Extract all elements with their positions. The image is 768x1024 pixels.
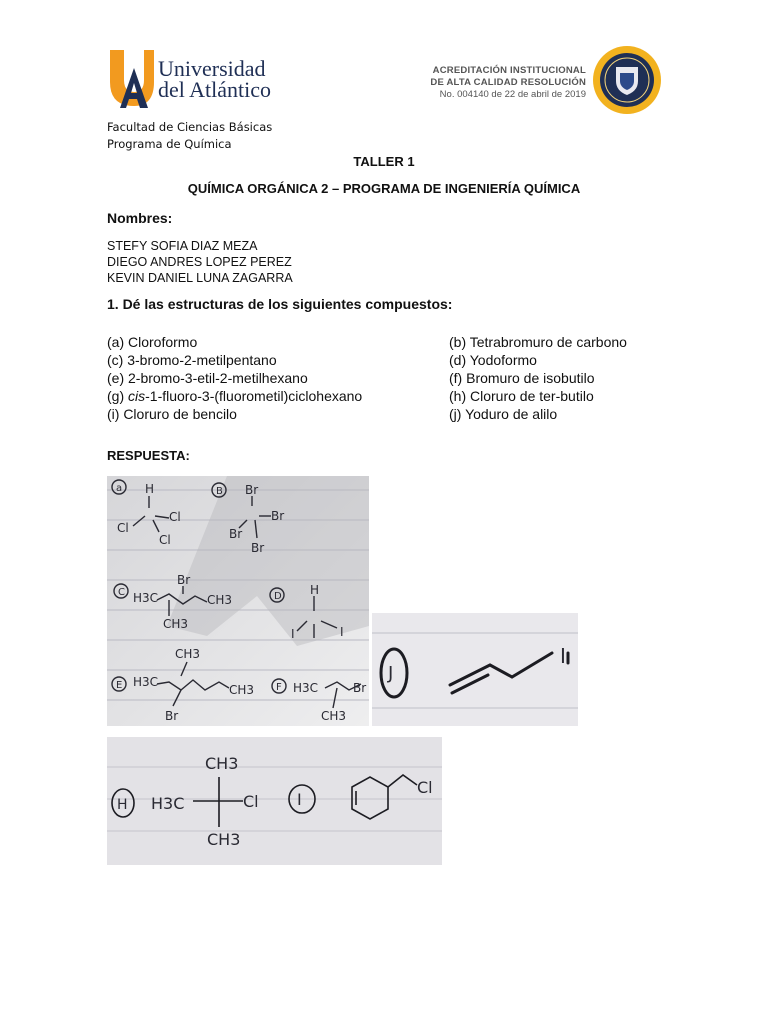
faculty-program [107, 119, 272, 153]
hw-ch3: CH3 [229, 683, 255, 697]
label-f: F [276, 682, 282, 693]
faculty-name: Facultad de Ciencias Básicas [107, 120, 273, 134]
hw-br: Br [165, 709, 179, 723]
options-right-column [449, 333, 627, 423]
hw-br: Br [353, 681, 367, 695]
hw-cl: Cl [169, 510, 181, 524]
name-item: DIEGO ANDRES LOPEZ PEREZ [107, 255, 292, 269]
option-item: (b) Tetrabromuro de carbono [449, 334, 627, 350]
option-item: (c) 3-bromo-2-metilpentano [107, 352, 277, 368]
hw-br: Br [245, 483, 259, 497]
hw-ch3: CH3 [175, 647, 201, 661]
names-list [107, 238, 293, 286]
handwritten-answers-photo-3 [107, 737, 442, 865]
university-name: Universidad del Atlántico [158, 56, 272, 102]
names-heading: Nombres: [107, 210, 173, 226]
program-name: Programa de Química [107, 137, 232, 151]
option-item: (j) Yoduro de alilo [449, 406, 558, 422]
hw-ch3: CH3 [207, 593, 233, 607]
hw-br: Br [251, 541, 265, 555]
label-j: J [388, 663, 394, 684]
hw-br: Br [177, 573, 191, 587]
label-e: E [116, 680, 123, 691]
label-c: C [118, 587, 125, 598]
hw-ch3: CH3 [321, 709, 347, 723]
option-item: (a) Cloroformo [107, 334, 198, 350]
accreditation-seal [592, 45, 662, 115]
hw-ch3: CH3 [207, 830, 241, 849]
hw-br: Br [229, 527, 243, 541]
handwritten-answers-photo-2 [372, 613, 578, 726]
hw-ch3: CH3 [205, 754, 239, 773]
hw-br: Br [271, 509, 285, 523]
accreditation-text: ACREDITACIÓN INSTITUCIONAL DE ALTA CALIDAD RESOLUCIÓN No. 004140 de 22 de abril de 2019 [430, 65, 586, 100]
document-subtitle: QUÍMICA ORGÁNICA 2 – PROGRAMA DE INGENIERÍA QUÍMICA [187, 181, 581, 196]
university-logo [106, 46, 158, 112]
hw-h3c: H3C [293, 681, 319, 695]
option-item: (i) Cloruro de bencilo [107, 406, 237, 422]
question-heading: 1. Dé las estructuras de los siguientes compuestos: [107, 296, 453, 312]
label-h: H [117, 797, 128, 813]
label-d: D [274, 591, 282, 602]
hw-h: H [145, 482, 155, 496]
hw-cl: Cl [117, 521, 129, 535]
options-left-column [107, 333, 362, 423]
hw-h3c: H3C [133, 675, 159, 689]
option-item: (g) cis-1-fluoro-3-(fluorometil)ciclohexano [107, 388, 363, 404]
hw-i: I [560, 644, 566, 668]
hw-i: I [340, 625, 344, 639]
label-i: I [297, 790, 302, 809]
label-b: B [216, 486, 223, 497]
answer-heading: RESPUESTA: [107, 448, 190, 463]
hw-cl: Cl [159, 533, 171, 547]
handwritten-answers-photo-1 [107, 476, 369, 726]
option-item: (f) Bromuro de isobutilo [449, 370, 595, 386]
hw-h3c: H3C [151, 794, 185, 813]
option-item: (e) 2-bromo-3-etil-2-metilhexano [107, 370, 308, 386]
hw-cl: Cl [243, 792, 259, 811]
hw-h3c: H3C [133, 591, 159, 605]
option-item: (h) Cloruro de ter-butilo [449, 388, 594, 404]
name-item: STEFY SOFIA DIAZ MEZA [107, 239, 258, 253]
label-a: a [116, 483, 123, 494]
name-item: KEVIN DANIEL LUNA ZAGARRA [107, 271, 293, 285]
document-title: TALLER 1 [353, 154, 415, 169]
hw-h: H [310, 583, 320, 597]
option-item: (d) Yodoformo [449, 352, 537, 368]
hw-ch3: CH3 [163, 617, 189, 631]
hw-cl: Cl [417, 778, 433, 797]
hw-i: I [291, 627, 295, 641]
